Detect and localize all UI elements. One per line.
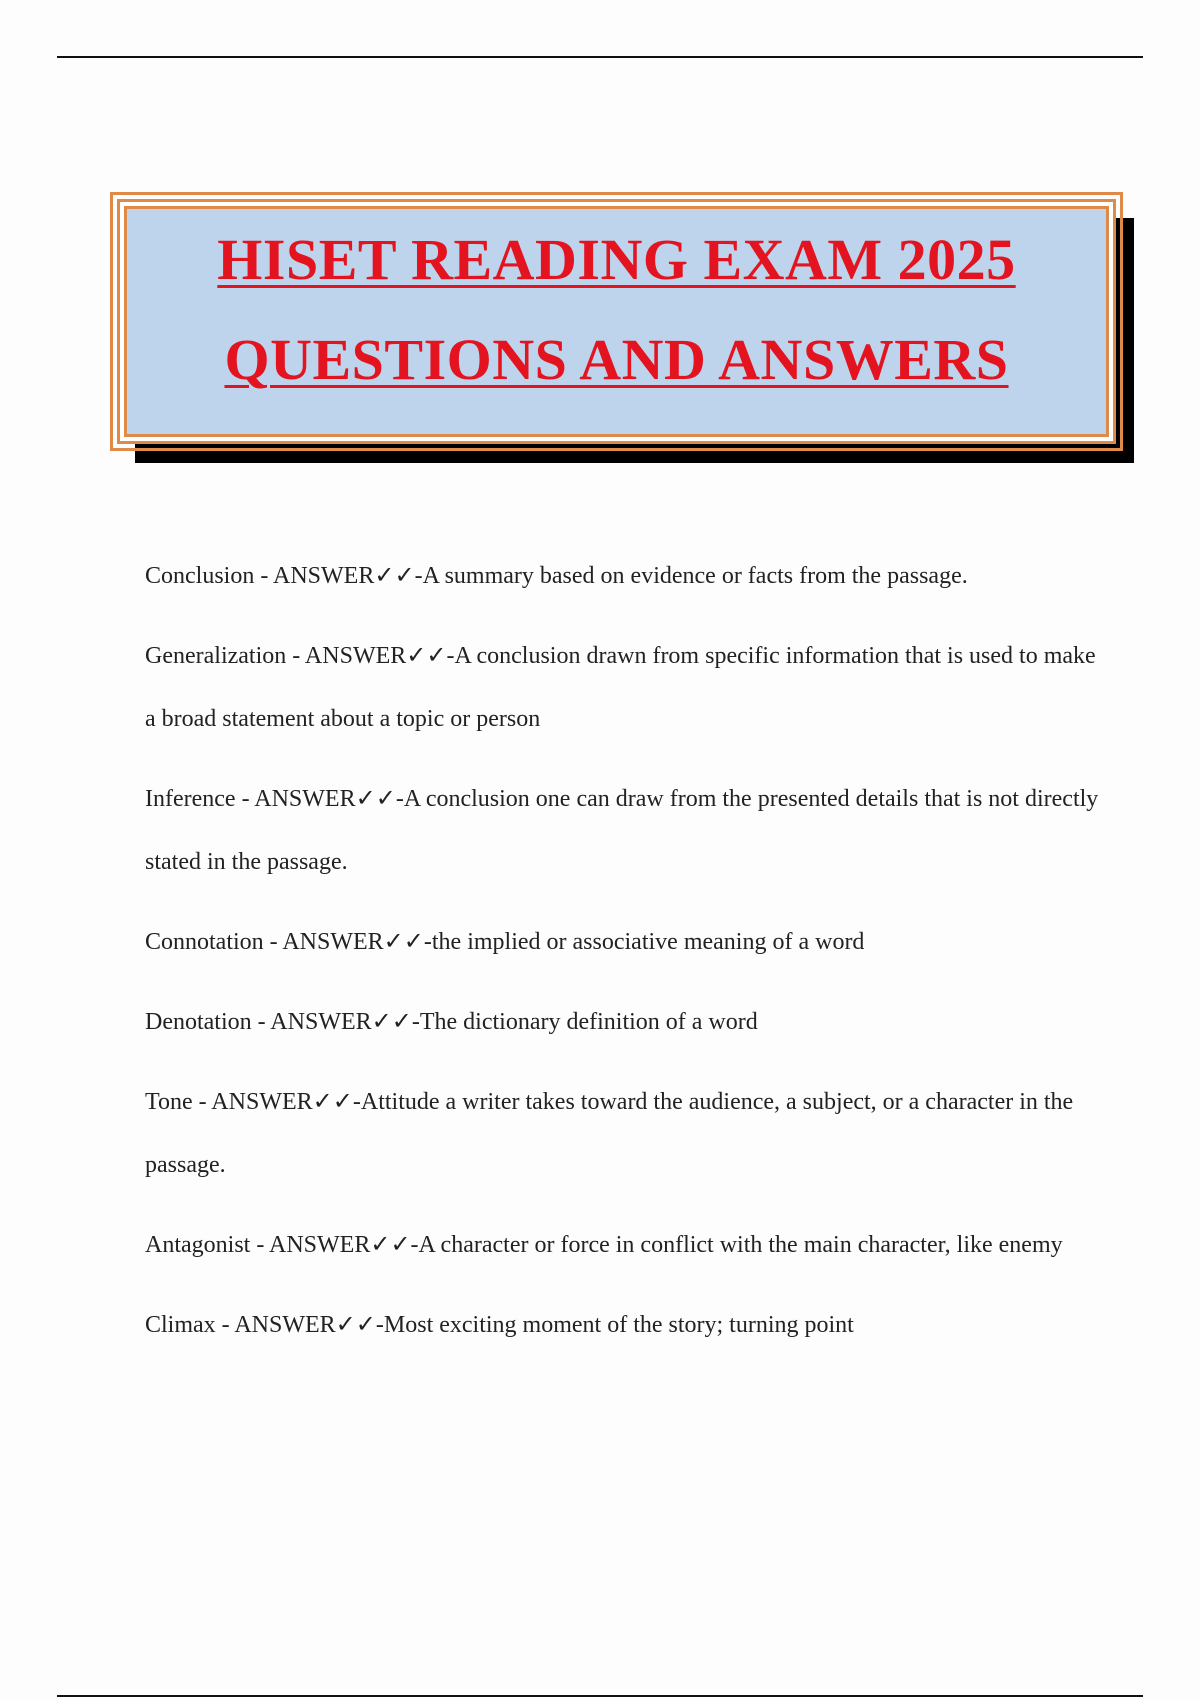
qa-item bbox=[145, 911, 1105, 974]
qa-answer-marker: - ANSWER✓✓- bbox=[215, 1312, 384, 1338]
qa-term: Climax bbox=[145, 1312, 216, 1338]
title-banner bbox=[117, 199, 1116, 444]
qa-term: Denotation bbox=[145, 1009, 252, 1035]
qa-term: Inference bbox=[145, 786, 236, 812]
qa-item bbox=[145, 625, 1105, 751]
qa-definition: Most exciting moment of the story; turning point bbox=[383, 1312, 854, 1338]
qa-definition: the implied or associative meaning of a word bbox=[431, 929, 865, 955]
top-rule bbox=[57, 56, 1143, 58]
qa-definition: The dictionary definition of a word bbox=[419, 1009, 758, 1035]
qa-answer-marker: - ANSWER✓✓- bbox=[235, 786, 404, 812]
qa-list bbox=[145, 545, 1105, 1374]
qa-definition: Attitude a writer takes toward the audience, a subject, or a character in the passage. bbox=[145, 1089, 1074, 1178]
qa-answer-marker: - ANSWER✓✓- bbox=[251, 1009, 420, 1035]
qa-definition: A conclusion one can draw from the presented details that is not directly stated in the passage. bbox=[145, 786, 1099, 875]
qa-definition: A conclusion drawn from specific information that is used to make a broad statement about a topic or person bbox=[145, 643, 1096, 732]
qa-term: Conclusion bbox=[145, 563, 255, 589]
qa-item bbox=[145, 1214, 1105, 1277]
qa-term: Tone bbox=[145, 1089, 193, 1115]
qa-answer-marker: - ANSWER✓✓- bbox=[250, 1232, 419, 1258]
qa-item bbox=[145, 768, 1105, 894]
qa-answer-marker: - ANSWER✓✓- bbox=[263, 929, 432, 955]
qa-answer-marker: - ANSWER✓✓- bbox=[192, 1089, 361, 1115]
document-title-line-1: HISET READING EXAM 2025 bbox=[217, 227, 1016, 292]
qa-term: Connotation bbox=[145, 929, 264, 955]
qa-item bbox=[145, 991, 1105, 1054]
qa-definition: A summary based on evidence or facts from the passage. bbox=[422, 563, 968, 589]
qa-answer-marker: - ANSWER✓✓- bbox=[254, 563, 423, 589]
qa-item bbox=[145, 1071, 1105, 1197]
qa-item bbox=[145, 545, 1105, 608]
document-title-line-2: QUESTIONS AND ANSWERS bbox=[224, 327, 1009, 392]
qa-item bbox=[145, 1294, 1105, 1357]
bottom-rule bbox=[57, 1695, 1143, 1697]
qa-answer-marker: - ANSWER✓✓- bbox=[286, 643, 455, 669]
qa-term: Generalization bbox=[145, 643, 287, 669]
qa-definition: A character or force in conflict with the main character, like enemy bbox=[418, 1232, 1063, 1258]
qa-term: Antagonist bbox=[145, 1232, 251, 1258]
